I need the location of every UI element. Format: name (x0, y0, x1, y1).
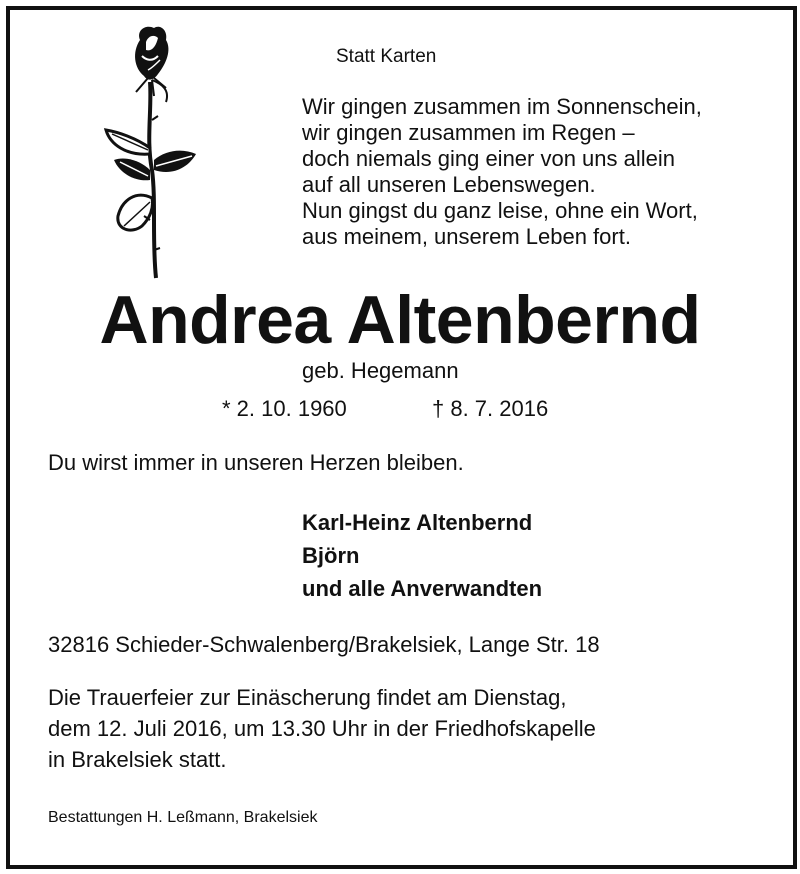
rose-icon (96, 20, 206, 282)
poem-line: Wir gingen zusammen im Sonnenschein, (302, 94, 702, 119)
service-info (48, 682, 596, 775)
birth-date: * 2. 10. 1960 (222, 396, 347, 421)
mourner: Karl-Heinz Altenbernd (302, 510, 533, 535)
mourners-list (302, 506, 542, 605)
poem-line: wir gingen zusammen im Regen – (302, 120, 635, 145)
service-line: Die Trauerfeier zur Einäscherung findet am Dienstag, (48, 685, 567, 710)
poem (302, 94, 702, 250)
notice-header: Statt Karten (336, 46, 437, 67)
death-date: † 8. 7. 2016 (432, 396, 549, 421)
service-line: dem 12. Juli 2016, um 13.30 Uhr in der Friedhofskapelle (48, 716, 596, 741)
poem-line: auf all unseren Lebenswegen. (302, 172, 596, 197)
poem-line: aus meinem, unserem Leben fort. (302, 224, 631, 249)
mourner: und alle Anverwandten (302, 576, 543, 601)
service-line: in Brakelsiek statt. (48, 747, 227, 772)
address: 32816 Schieder-Schwalenberg/Brakelsiek, Lange Str. 18 (48, 632, 600, 657)
mourner: Björn (302, 543, 360, 568)
maiden-name: geb. Hegemann (302, 358, 459, 383)
poem-line: Nun gingst du ganz leise, ohne ein Wort, (302, 198, 698, 223)
memory-line: Du wirst immer in unseren Herzen bleiben. (48, 450, 464, 475)
deceased-name: Andrea Altenbernd (99, 282, 701, 358)
undertaker: Bestattungen H. Leßmann, Brakelsiek (48, 809, 318, 826)
poem-line: doch niemals ging einer von uns allein (302, 146, 676, 171)
